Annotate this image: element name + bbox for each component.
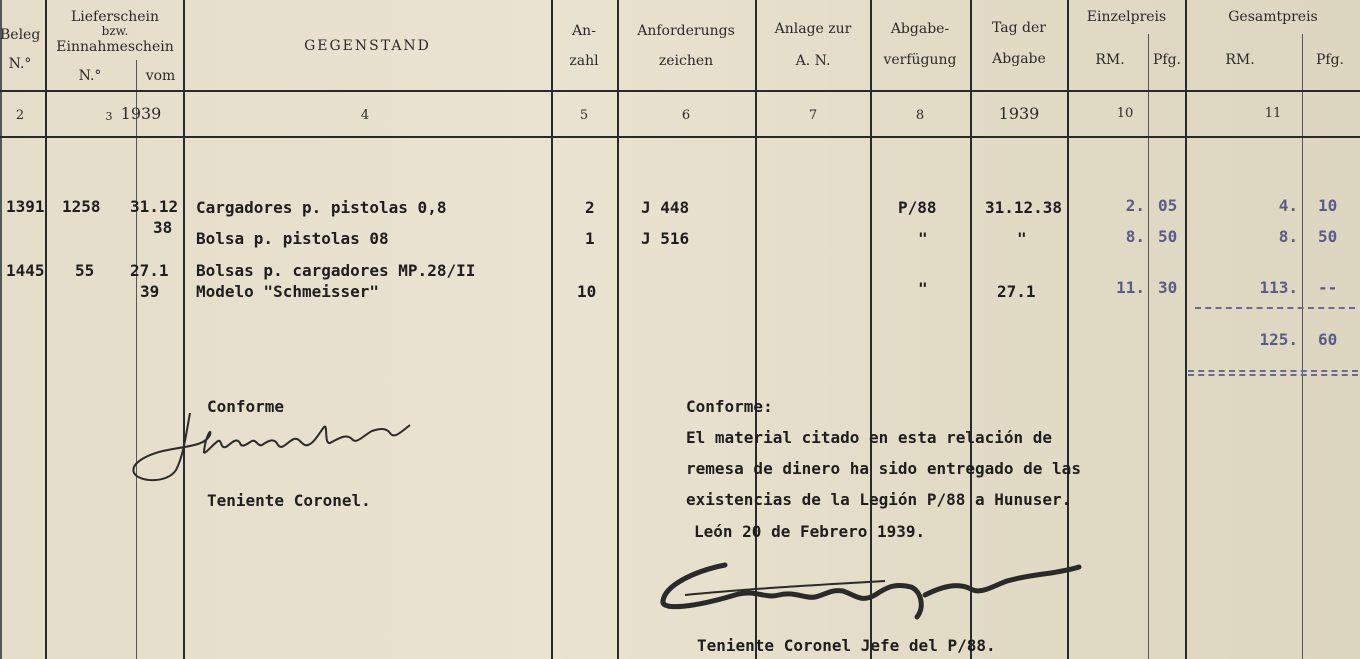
row3-gp-rm: 113. xyxy=(1259,278,1298,297)
rule xyxy=(45,0,47,659)
total-pfg: 60 xyxy=(1318,330,1338,349)
subtotal-line xyxy=(1195,307,1355,309)
col-number: 5 xyxy=(579,108,589,123)
right-line-2: remesa de dinero ha sido entregado de las xyxy=(686,459,1081,478)
row2-ep-rm: 8. xyxy=(1125,227,1145,246)
left-conforme: Conforme xyxy=(207,397,285,416)
col-number: 3 xyxy=(105,110,113,123)
row1-item: Cargadores p. pistolas 0,8 xyxy=(196,198,447,217)
row3-beleg: 1445 xyxy=(6,261,45,280)
row1-zeichen: J 448 xyxy=(641,198,690,217)
row1-ep-pfg: 05 xyxy=(1158,196,1178,215)
rule xyxy=(551,0,553,659)
total-line xyxy=(1188,370,1358,372)
row2-ep-pfg: 50 xyxy=(1158,227,1178,246)
row3-verfugung: " xyxy=(918,279,928,298)
header-vom: vom xyxy=(145,68,176,84)
rule xyxy=(0,136,1360,138)
total-line xyxy=(1188,374,1358,376)
col-number: 10 xyxy=(1116,106,1134,121)
header-gp-pfg: Pfg. xyxy=(1315,52,1344,68)
row3-lief: 55 xyxy=(75,261,95,280)
rule xyxy=(136,60,137,659)
row1-gp-pfg: 10 xyxy=(1318,196,1338,215)
row1-tag: 31.12.38 xyxy=(985,198,1063,217)
header-gesamtpreis: Gesamtpreis xyxy=(1228,9,1318,25)
total-rm: 125. xyxy=(1259,330,1298,349)
left-rank: Teniente Coronel. xyxy=(207,491,371,510)
header-einnahmeschein: Einnahmeschein xyxy=(56,39,174,55)
row2-anzahl: 1 xyxy=(585,229,595,248)
header-abgabe-1: Abgabe- xyxy=(890,21,950,37)
right-conforme: Conforme: xyxy=(686,397,773,416)
rule xyxy=(0,0,2,659)
row2-verfugung: " xyxy=(918,229,928,248)
header-anforderungs-1: Anforderungs xyxy=(637,23,735,39)
header-beleg: Beleg xyxy=(0,27,41,43)
col-number: 8 xyxy=(915,108,925,123)
rule xyxy=(0,90,1360,92)
header-anlage-2: A. N. xyxy=(795,53,831,69)
header-abgabe-2: verfügung xyxy=(883,52,957,68)
header-anzahl-1: An- xyxy=(572,23,596,39)
header-lieferschein: Lieferschein xyxy=(70,9,160,25)
row1-verfugung: P/88 xyxy=(898,198,937,217)
header-anlage-1: Anlage zur xyxy=(774,21,852,37)
row2-gp-pfg: 50 xyxy=(1318,227,1338,246)
header-bzw: bzw. xyxy=(101,24,129,38)
col-number-year: 1939 xyxy=(998,104,1040,123)
row1-anzahl: 2 xyxy=(585,198,595,217)
col-number: 11 xyxy=(1264,106,1282,121)
row3-ep-rm: 11. xyxy=(1116,278,1145,297)
rule xyxy=(1302,34,1303,659)
rule xyxy=(1148,34,1149,659)
rule xyxy=(617,0,619,659)
row3-anzahl: 10 xyxy=(577,282,597,301)
row1-lief: 1258 xyxy=(62,197,101,216)
row2-gp-rm: 8. xyxy=(1278,227,1298,246)
header-gp-rm: RM. xyxy=(1225,52,1255,68)
right-line-3: existencias de la Legión P/88 a Hunuser. xyxy=(686,490,1072,509)
col-number-year: 1939 xyxy=(120,104,162,123)
header-anforderungs-2: zeichen xyxy=(658,53,714,69)
left-signature xyxy=(128,405,428,490)
header-ep-rm: RM. xyxy=(1095,52,1125,68)
col-number: 2 xyxy=(15,108,25,123)
row2-item: Bolsa p. pistolas 08 xyxy=(196,229,389,248)
row3-vom: 27.1 xyxy=(130,261,169,280)
row3-item: Bolsas p. cargadores MP.28/II xyxy=(196,261,476,280)
row2-tag: " xyxy=(1017,229,1027,248)
rule xyxy=(1185,0,1187,659)
right-signature xyxy=(655,555,1085,625)
row3-item-2: Modelo "Schmeisser" xyxy=(196,282,380,301)
col-number: 4 xyxy=(360,108,370,123)
row3-gp-pfg: -- xyxy=(1318,278,1338,297)
header-lief-no: N.° xyxy=(78,68,102,84)
row1-vom: 31.12 xyxy=(130,197,179,216)
row3-vom-year: 39 xyxy=(140,282,160,301)
row1-beleg: 1391 xyxy=(6,197,45,216)
col-number: 6 xyxy=(681,108,691,123)
header-anzahl-2: zahl xyxy=(569,53,599,69)
row3-tag: 27.1 xyxy=(997,282,1036,301)
header-tag-1: Tag der xyxy=(992,20,1046,36)
header-tag-2: Abgabe xyxy=(992,51,1046,67)
right-line-4: León 20 de Febrero 1939. xyxy=(694,522,926,541)
col-number: 7 xyxy=(808,108,818,123)
row3-ep-pfg: 30 xyxy=(1158,278,1178,297)
header-ep-pfg: Pfg. xyxy=(1152,52,1181,68)
row1-vom-year: 38 xyxy=(153,218,173,237)
row2-zeichen: J 516 xyxy=(641,229,690,248)
header-einzelpreis: Einzelpreis xyxy=(1086,9,1167,25)
header-beleg-no: N.° xyxy=(8,56,32,72)
rule xyxy=(183,0,185,659)
row1-ep-rm: 2. xyxy=(1125,196,1145,215)
header-gegenstand: GEGENSTAND xyxy=(304,38,431,54)
right-rank: Teniente Coronel Jefe del P/88. xyxy=(697,636,996,655)
right-line-1: El material citado en esta relación de xyxy=(686,428,1053,447)
row1-gp-rm: 4. xyxy=(1278,196,1298,215)
